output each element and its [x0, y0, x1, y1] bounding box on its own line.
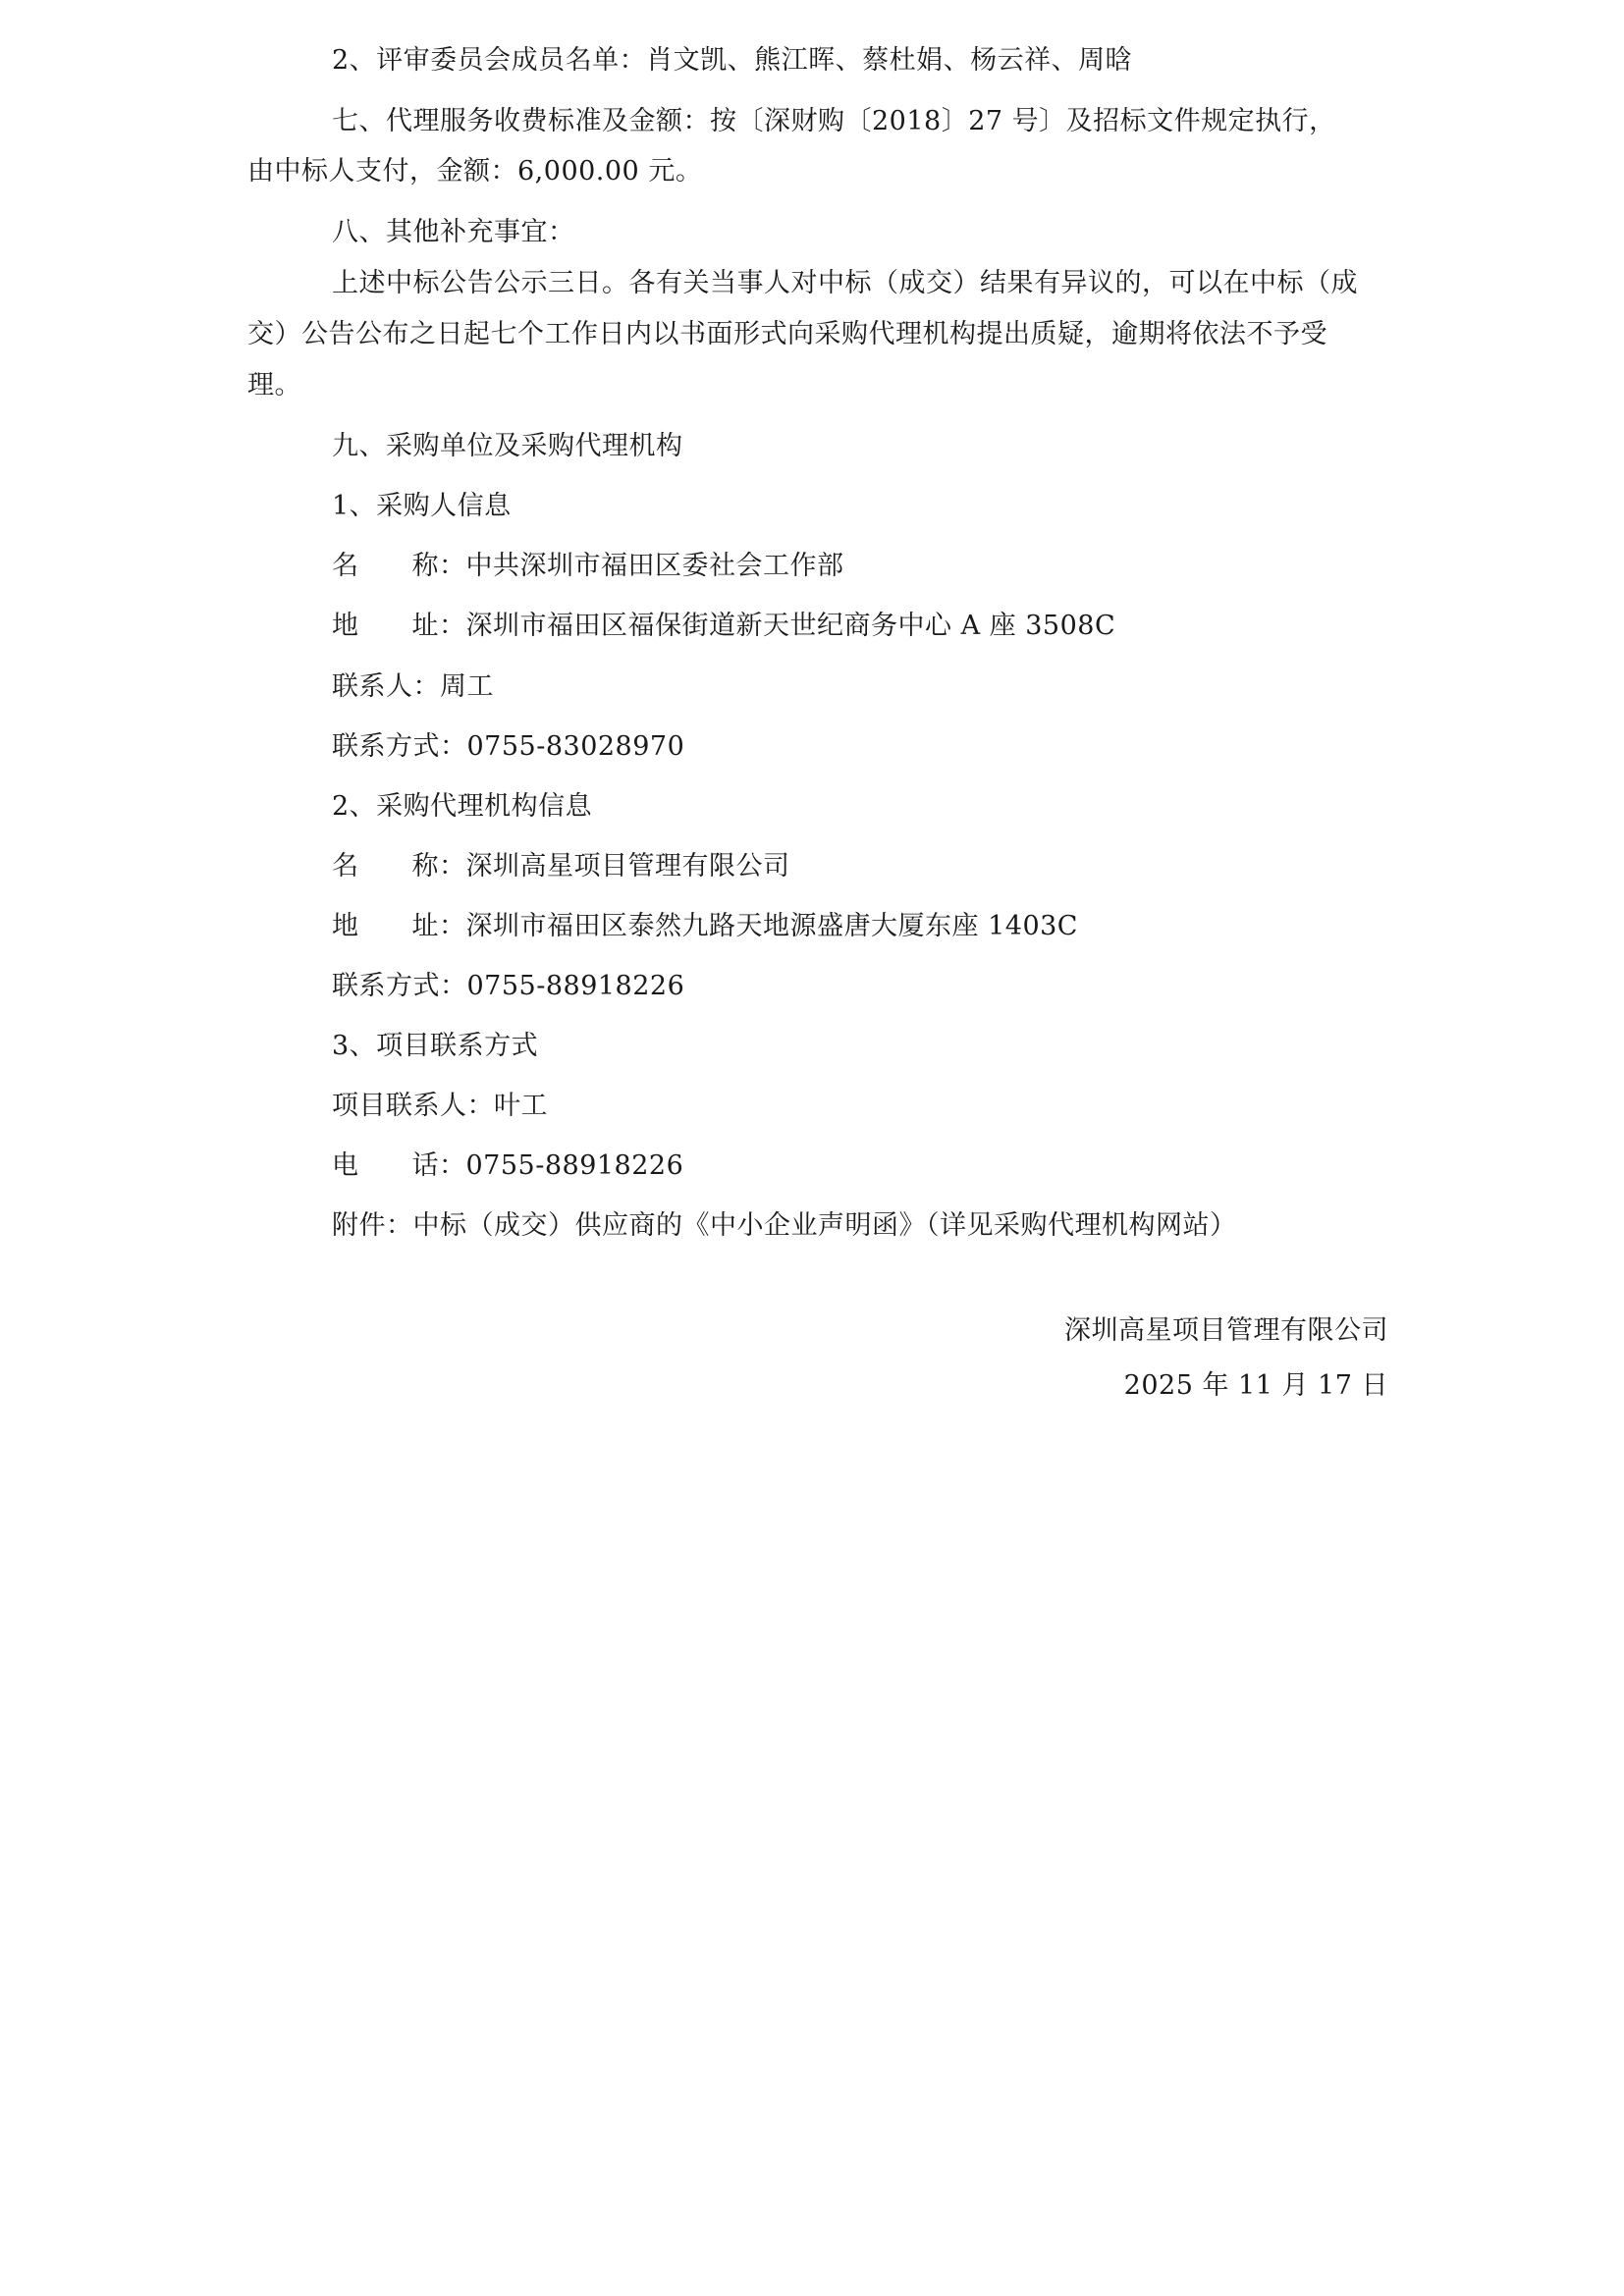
agency-heading: 2、采购代理机构信息: [332, 791, 593, 822]
date: 2025 年 11 月 17 日: [1123, 1370, 1388, 1401]
agency-address-row: [332, 909, 1078, 944]
other-paragraph-line-1: 上述中标公告公示三日。各有关当事人对中标（成交）结果有异议的，可以在中标（成: [332, 268, 1358, 298]
fee-line-1: 七、代理服务收费标准及金额：按〔深财购〔2018〕27 号〕及招标文件规定执行，: [332, 106, 1336, 136]
agency-name-row: [332, 849, 790, 884]
purchaser-phone: 联系方式：0755-83028970: [332, 731, 685, 762]
project-heading: 3、项目联系方式: [332, 1031, 539, 1061]
agency-address-label-b: 址：: [411, 911, 466, 941]
project-contact: 项目联系人：叶工: [332, 1091, 548, 1121]
committee-list: 2、评审委员会成员名单：肖文凯、熊江晖、蔡杜娟、杨云祥、周晗: [332, 45, 1133, 76]
agency-name-label-a: 名: [332, 851, 359, 881]
purchaser-address: 深圳市福田区福保街道新天世纪商务中心 A 座 3508C: [465, 611, 1116, 641]
signer: 深圳高星项目管理有限公司: [1064, 1315, 1388, 1346]
purchaser-contact: 联系人：周工: [332, 671, 494, 702]
section-9-heading: 九、采购单位及采购代理机构: [332, 431, 683, 461]
agency-address-label-a: 地: [332, 911, 359, 941]
project-tel-label-b: 话：: [411, 1150, 466, 1181]
fee-line-2: 由中标人支付，金额：6,000.00 元。: [247, 156, 703, 187]
purchaser-address-label-a: 地: [332, 611, 359, 641]
purchaser-name-label-b: 称：: [411, 551, 466, 581]
project-tel-label-a: 电: [332, 1150, 359, 1181]
project-tel: 0755-88918226: [465, 1150, 684, 1181]
attachment-note: 附件：中标（成交）供应商的《中小企业声明函》（详见采购代理机构网站）: [332, 1210, 1237, 1241]
purchaser-heading: 1、采购人信息: [332, 491, 512, 521]
project-tel-row: [332, 1148, 683, 1184]
purchaser-name-label-a: 名: [332, 551, 359, 581]
agency-address: 深圳市福田区泰然九路天地源盛唐大厦东座 1403C: [465, 911, 1078, 941]
other-heading: 八、其他补充事宜：: [332, 217, 575, 247]
purchaser-name-row: [332, 549, 844, 584]
purchaser-address-label-b: 址：: [411, 611, 466, 641]
other-paragraph-line-3: 理。: [247, 370, 301, 400]
purchaser-address-row: [332, 609, 1115, 644]
purchaser-name: 中共深圳市福田区委社会工作部: [465, 551, 844, 581]
agency-name: 深圳高星项目管理有限公司: [465, 851, 790, 881]
agency-phone: 联系方式：0755-88918226: [332, 971, 685, 1001]
other-paragraph-line-2: 交）公告公布之日起七个工作日内以书面形式向采购代理机构提出质疑，逾期将依法不予受: [247, 319, 1327, 349]
agency-name-label-b: 称：: [411, 851, 466, 881]
